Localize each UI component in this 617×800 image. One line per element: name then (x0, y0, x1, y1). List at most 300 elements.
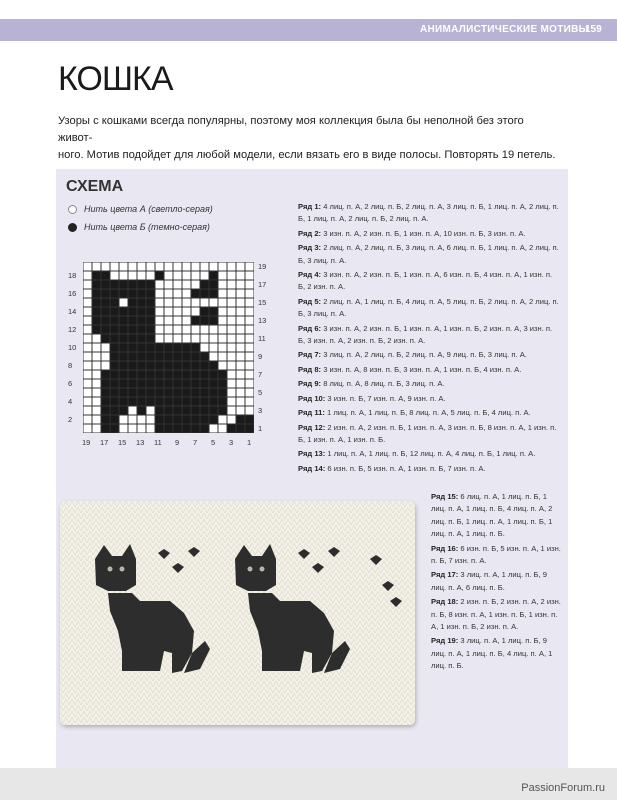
chart-cell (111, 281, 119, 289)
chart-axis-label: 5 (258, 388, 263, 397)
row-label: Ряд 1: (298, 202, 322, 211)
row-label: Ряд 5: (298, 296, 322, 306)
chart-cell (219, 362, 227, 370)
chart-cell (156, 263, 164, 271)
chart-axis-label: 13 (258, 316, 267, 325)
chart-cell (237, 425, 245, 433)
chart-cell (129, 326, 137, 334)
chart-axis-label: 11 (258, 334, 266, 343)
chart-cell (138, 407, 146, 415)
chart-cell (156, 389, 164, 397)
chart-cell (183, 398, 191, 406)
chart-cell (228, 308, 236, 316)
chart-cell (138, 308, 146, 316)
chart-axis-label: 12 (68, 325, 77, 334)
chart-cell (156, 353, 164, 361)
chart-cell (102, 308, 110, 316)
chart-cell (165, 272, 173, 280)
chart-cell (201, 299, 209, 307)
chart-cell (219, 299, 227, 307)
chart-cell (165, 362, 173, 370)
chart-cell (228, 371, 236, 379)
chart-cell (93, 380, 101, 388)
page-number: 159 (585, 24, 602, 35)
row-text: 3 лиц. п. А, 2 лиц. п. Б, 2 лиц. п. А, 9 лиц. п. Б, 3 лиц. п. А. (321, 350, 527, 360)
chart-cell (219, 380, 227, 388)
chart-cell (156, 299, 164, 307)
chart-cell (237, 290, 245, 298)
chart-cell (165, 380, 173, 388)
row-label: Ряд 18: (431, 597, 459, 607)
chart-cell (156, 335, 164, 343)
chart-cell (165, 299, 173, 307)
chart-cell (84, 272, 92, 280)
chart-cell (219, 398, 227, 406)
row-label: Ряд 14: (298, 463, 326, 473)
chart-cell (174, 389, 182, 397)
chart-cell (138, 290, 146, 298)
chart-cell (210, 308, 218, 316)
chart-cell (102, 416, 110, 424)
chart-cell (84, 425, 92, 433)
chart-cell (174, 308, 182, 316)
chart-cell (183, 353, 191, 361)
chart-cell (138, 263, 146, 271)
chart-axis-label: 4 (68, 397, 73, 406)
chart-cell (201, 326, 209, 334)
chart-cell (84, 407, 92, 415)
row-instruction (298, 242, 560, 267)
chart-cell (147, 299, 155, 307)
chart-cell (147, 389, 155, 397)
chart-cell (165, 353, 173, 361)
chart-cell (174, 344, 182, 352)
knitting-chart (83, 262, 254, 433)
chart-cell (192, 281, 200, 289)
chart-cell (84, 290, 92, 298)
row-instruction (298, 201, 560, 226)
chart-cell (138, 317, 146, 325)
chart-cell (219, 416, 227, 424)
chart-cell (192, 326, 200, 334)
chart-cell (138, 326, 146, 334)
chart-cell (165, 416, 173, 424)
chart-cell (156, 272, 164, 280)
chart-axis-label: 2 (68, 415, 73, 424)
chart-cell (165, 290, 173, 298)
chart-cell (237, 326, 245, 334)
chart-cell (84, 380, 92, 388)
chart-cell (120, 290, 128, 298)
chart-cell (147, 308, 155, 316)
chart-cell (84, 281, 92, 289)
chart-cell (84, 326, 92, 334)
chart-cell (228, 263, 236, 271)
chart-cell (129, 317, 137, 325)
chart-cell (102, 362, 110, 370)
chart-cell (174, 398, 182, 406)
chart-cell (120, 362, 128, 370)
chart-cell (183, 389, 191, 397)
chart-cell (84, 344, 92, 352)
chart-cell (192, 416, 200, 424)
row-text: 2 лиц. п. А, 1 лиц. п. Б, 4 лиц. п. А, 5 лиц. п. Б, 2 лиц. п. А, 2 лиц. п. Б, 3 лиц. п. А. (298, 296, 559, 319)
chart-cell (129, 272, 137, 280)
chart-cell (210, 326, 218, 334)
chart-cell (93, 263, 101, 271)
chart-cell (111, 380, 119, 388)
chart-cell (183, 416, 191, 424)
chart-cell (120, 371, 128, 379)
chart-cell (138, 425, 146, 433)
chart-cell (246, 263, 254, 271)
chart-cell (156, 398, 164, 406)
row-text: 8 лиц. п. А, 8 лиц. п. Б, 3 лиц. п. А. (321, 379, 445, 389)
chart-cell (156, 344, 164, 352)
row-text: 6 изн. п. Б, 5 изн. п. А, 1 изн. п. Б, 7 изн. п. А. (431, 543, 561, 566)
row-label: Ряд 15: (431, 492, 459, 501)
chart-cell (129, 362, 137, 370)
chart-cell (129, 407, 137, 415)
chart-cell (192, 290, 200, 298)
chart-axis-label: 1 (258, 424, 263, 433)
chart-cell (102, 371, 110, 379)
chart-cell (111, 371, 119, 379)
chart-cell (201, 272, 209, 280)
chart-cell (201, 416, 209, 424)
row-label: Ряд 10: (298, 393, 326, 403)
chart-cell (93, 353, 101, 361)
row-instruction (298, 378, 560, 390)
chart-cell (228, 335, 236, 343)
chart-cell (183, 272, 191, 280)
chart-cell (246, 272, 254, 280)
chart-cell (102, 326, 110, 334)
chart-axis-label: 15 (258, 298, 267, 307)
chart-cell (165, 398, 173, 406)
chart-cell (147, 407, 155, 415)
chart-cell (237, 416, 245, 424)
schema-title: СХЕМА (66, 178, 124, 195)
chart-cell (111, 263, 119, 271)
chart-cell (246, 407, 254, 415)
chart-cell (228, 353, 236, 361)
row-instruction (298, 323, 560, 348)
chart-cell (120, 389, 128, 397)
chart-cell (165, 263, 173, 271)
chart-cell (237, 398, 245, 406)
chart-cell (111, 344, 119, 352)
chart-cell (138, 362, 146, 370)
chart-cell (183, 326, 191, 334)
chart-cell (246, 335, 254, 343)
chart-cell (165, 407, 173, 415)
chart-cell (147, 290, 155, 298)
chart-cell (93, 362, 101, 370)
chart-cell (156, 416, 164, 424)
chart-cell (183, 371, 191, 379)
chart-cell (102, 263, 110, 271)
chart-cell (156, 290, 164, 298)
chart-cell (237, 362, 245, 370)
chart-cell (174, 380, 182, 388)
chart-cell (201, 398, 209, 406)
knitted-swatch-photo (60, 501, 415, 725)
chart-cell (111, 398, 119, 406)
chart-cell (84, 299, 92, 307)
chart-cell (228, 326, 236, 334)
row-text: 1 лиц. п. А, 1 лиц. п. Б, 12 лиц. п. А, 4 лиц. п. Б, 1 лиц. п. А. (325, 449, 536, 459)
chart-cell (147, 335, 155, 343)
chart-cell (165, 425, 173, 433)
row-text: 6 изн. п. Б, 5 изн. п. А, 1 изн. п. Б, 7 изн. п. А. (325, 463, 486, 473)
chart-cell (192, 407, 200, 415)
chart-cell (111, 389, 119, 397)
chart-cell (102, 290, 110, 298)
row-instruction (298, 296, 560, 321)
chart-cell (210, 380, 218, 388)
row-label: Ряд 9: (298, 379, 322, 389)
chart-cell (138, 398, 146, 406)
chart-cell (129, 371, 137, 379)
chart-cell (228, 389, 236, 397)
chart-cell (84, 362, 92, 370)
row-text: 3 лиц. п. А, 1 лиц. п. Б, 9 лиц. п. А, 6 лиц. п. Б. (431, 570, 547, 592)
chart-cell (183, 380, 191, 388)
watermark: PassionForum.ru (521, 782, 605, 794)
chart-cell (93, 335, 101, 343)
chart-cell (111, 407, 119, 415)
chart-cell (210, 353, 218, 361)
chart-cell (138, 299, 146, 307)
chart-cell (228, 425, 236, 433)
chart-cell (246, 380, 254, 388)
chart-cell (201, 344, 209, 352)
row-instruction (298, 349, 560, 361)
chart-cell (228, 398, 236, 406)
chart-axis-label: 3 (229, 438, 234, 447)
chart-cell (174, 281, 182, 289)
chart-cell (183, 425, 191, 433)
chart-cell (192, 299, 200, 307)
chart-cell (111, 353, 119, 361)
chart-cell (120, 425, 128, 433)
chart-cell (147, 272, 155, 280)
chart-cell (219, 308, 227, 316)
chart-cell (183, 281, 191, 289)
chart-cell (93, 272, 101, 280)
row-label: Ряд 19: (431, 636, 459, 646)
chart-cell (120, 353, 128, 361)
chart-cell (93, 398, 101, 406)
chart-cell (111, 290, 119, 298)
chart-axis-label: 13 (136, 438, 145, 447)
row-text: 3 изн. п. Б, 7 изн. п. А, 9 изн. п. А. (325, 393, 446, 403)
chart-cell (156, 425, 164, 433)
legend-label: Нить цвета А (светло-серая) (84, 204, 213, 214)
section-label: АНИМАЛИСТИЧЕСКИЕ МОТИВЫ (420, 24, 589, 35)
chart-cell (237, 317, 245, 325)
chart-cell (93, 290, 101, 298)
chart-cell (174, 299, 182, 307)
chart-cell (102, 344, 110, 352)
row-label: Ряд 11: (298, 408, 325, 418)
chart-cell (93, 299, 101, 307)
chart-cell (201, 407, 209, 415)
chart-cell (102, 317, 110, 325)
row-instruction (298, 463, 560, 475)
chart-cell (156, 362, 164, 370)
chart-cell (174, 263, 182, 271)
chart-cell (246, 308, 254, 316)
chart-cell (210, 398, 218, 406)
chart-cell (183, 263, 191, 271)
chart-cell (165, 308, 173, 316)
chart-axis-label: 14 (68, 307, 77, 316)
row-label: Ряд 13: (298, 449, 326, 459)
chart-cell (201, 371, 209, 379)
chart-cell (102, 380, 110, 388)
chart-axis-label: 16 (68, 289, 77, 298)
chart-cell (147, 362, 155, 370)
row-label: Ряд 3: (298, 243, 322, 253)
chart-cell (120, 380, 128, 388)
chart-cell (84, 371, 92, 379)
legend-label: Нить цвета Б (темно-серая) (84, 222, 210, 232)
intro-text (58, 113, 558, 164)
row-text: 6 лиц. п. А, 1 лиц. п. Б, 1 лиц. п. А, 1 лиц. п. Б, 4 лиц. п. А, 2 лиц. п. Б, 1 лиц. п. А, 1 лиц. п. Б, 1 лиц. п. А, 1 лиц. п. Б. (431, 492, 553, 539)
chart-cell (210, 299, 218, 307)
chart-cell (174, 371, 182, 379)
chart-cell (237, 353, 245, 361)
chart-cell (237, 344, 245, 352)
chart-cell (111, 308, 119, 316)
chart-cell (219, 290, 227, 298)
intro-line: Узоры с кошками всегда популярны, поэтому моя коллекция была бы неполной без этого живот- (58, 115, 524, 144)
chart-cell (192, 317, 200, 325)
chart-cell (219, 326, 227, 334)
chart-cell (138, 389, 146, 397)
row-instruction (431, 491, 563, 541)
chart-cell (138, 272, 146, 280)
chart-cell (210, 371, 218, 379)
chart-cell (174, 272, 182, 280)
chart-cell (210, 317, 218, 325)
row-label: Ряд 6: (298, 323, 322, 333)
chart-cell (129, 335, 137, 343)
row-text: 2 изн. п. А, 2 изн. п. Б, 1 изн. п. А, 3 изн. п. Б, 8 изн. п. А, 1 изн. п. Б, 1 изн. п. А, 1 изн. п. Б. (298, 422, 557, 444)
row-label: Ряд 2: (298, 228, 322, 238)
chart-cell (111, 317, 119, 325)
chart-cell (84, 389, 92, 397)
chart-cell (192, 353, 200, 361)
chart-cell (201, 290, 209, 298)
chart-cell (84, 335, 92, 343)
legend-item-dark (68, 222, 210, 232)
row-text: 2 изн. п. Б, 2 изн. п. А, 2 изн. п. Б, 8 изн. п. А, 1 изн. п. Б, 1 изн. п. А, 1 изн. п. Б, 2 изн. п. А. (431, 597, 561, 632)
chart-cell (246, 290, 254, 298)
chart-cell (246, 353, 254, 361)
chart-cell (228, 407, 236, 415)
chart-cell (210, 335, 218, 343)
chart-cell (120, 416, 128, 424)
chart-cell (138, 416, 146, 424)
chart-cell (111, 425, 119, 433)
chart-cell (111, 416, 119, 424)
chart-cell (228, 290, 236, 298)
chart-cell (120, 272, 128, 280)
chart-cell (174, 407, 182, 415)
page-title: КОШКА (58, 60, 173, 98)
chart-cell (120, 335, 128, 343)
chart-cell (246, 389, 254, 397)
light-yarn-dot-icon (68, 205, 77, 214)
chart-cell (174, 335, 182, 343)
row-instruction (298, 364, 560, 376)
chart-cell (237, 335, 245, 343)
chart-cell (102, 299, 110, 307)
row-instruction (298, 448, 560, 460)
chart-cell (192, 425, 200, 433)
row-instruction (298, 407, 560, 419)
chart-cell (237, 308, 245, 316)
chart-axis-label: 15 (118, 438, 127, 447)
row-label: Ряд 16: (431, 543, 459, 553)
row-text: 4 лиц. п. А, 2 лиц. п. Б, 2 лиц. п. А, 3 лиц. п. Б, 1 лиц. п. А, 2 лиц. п. Б, 1 лиц. п. А, 2 лиц. п. Б, 2 лиц. п. А. (298, 202, 559, 224)
row-text: 3 изн. п. А, 8 изн. п. Б, 3 изн. п. А, 1 изн. п. Б, 4 изн. п. А. (321, 364, 522, 374)
chart-cell (219, 353, 227, 361)
chart-axis-label: 7 (193, 438, 198, 447)
chart-cell (93, 344, 101, 352)
chart-cell (120, 344, 128, 352)
chart-cell (147, 317, 155, 325)
chart-cell (129, 353, 137, 361)
chart-cell (93, 389, 101, 397)
chart-cell (201, 308, 209, 316)
chart-cell (165, 326, 173, 334)
chart-cell (192, 344, 200, 352)
chart-cell (138, 380, 146, 388)
chart-cell (201, 335, 209, 343)
row-instruction (431, 543, 563, 568)
chart-cell (111, 326, 119, 334)
chart-cell (156, 380, 164, 388)
chart-cell (192, 263, 200, 271)
chart-cell (84, 308, 92, 316)
chart-cell (102, 389, 110, 397)
chart-cell (174, 317, 182, 325)
chart-cell (165, 344, 173, 352)
row-text: 2 лиц. п. А, 2 лиц. п. Б, 3 лиц. п. А, 6 лиц. п. Б, 1 лиц. п. А, 2 лиц. п. Б, 3 лиц. п. А. (298, 243, 559, 265)
chart-cell (228, 380, 236, 388)
row-instruction (298, 422, 560, 447)
chart-cell (93, 371, 101, 379)
chart-cell (237, 380, 245, 388)
row-instruction (431, 596, 563, 633)
chart-cell (120, 407, 128, 415)
chart-cell (102, 272, 110, 280)
chart-axis-label: 18 (68, 271, 77, 280)
chart-cell (246, 425, 254, 433)
chart-cell (246, 416, 254, 424)
chart-cell (129, 299, 137, 307)
chart-cell (192, 335, 200, 343)
chart-cell (138, 335, 146, 343)
chart-cell (201, 362, 209, 370)
chart-cell (219, 407, 227, 415)
chart-cell (156, 407, 164, 415)
chart-cell (93, 308, 101, 316)
